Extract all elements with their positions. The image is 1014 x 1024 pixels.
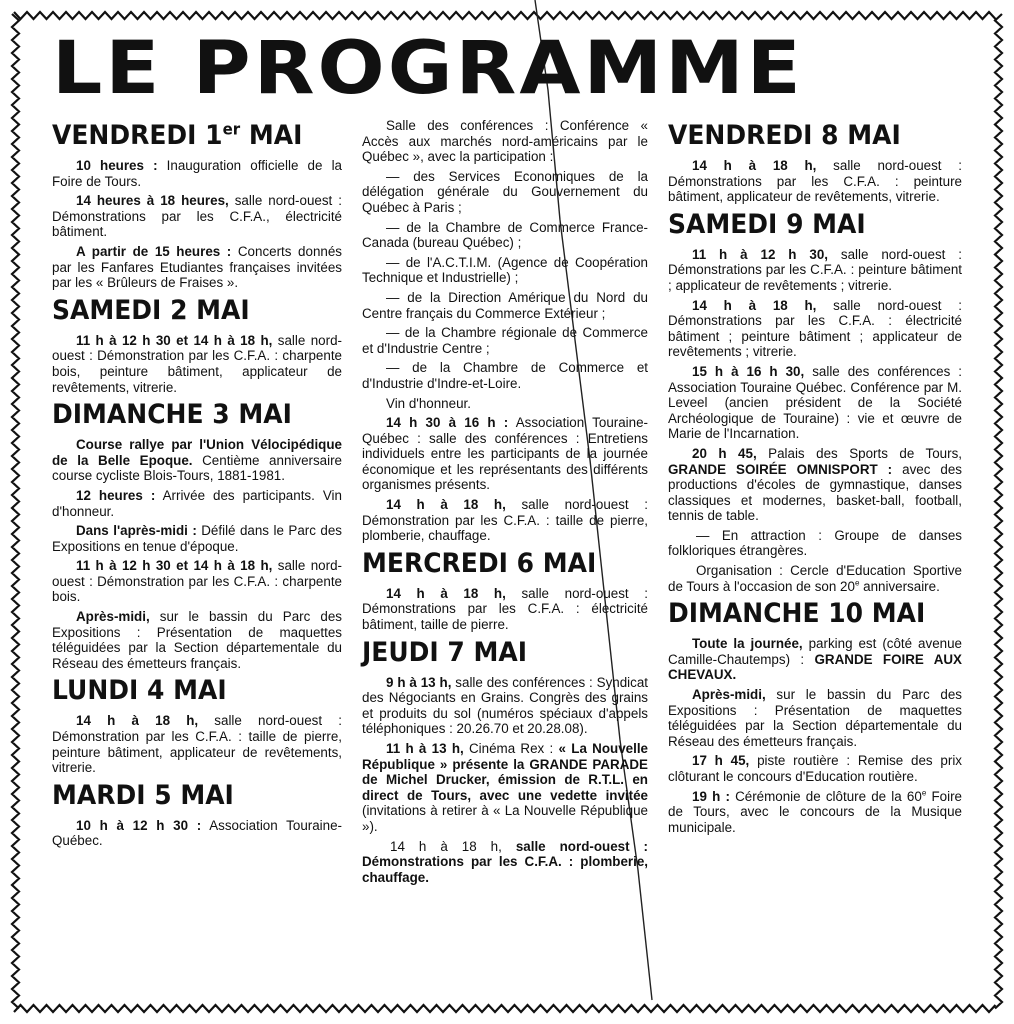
participant-item: — de la Chambre de Commerce et d'Industrie d'Indre-et-Loire. [362, 360, 648, 391]
program-entry [668, 789, 962, 836]
entry-text: Concerts donnés par les Fanfares Etudiantes françaises invitées par les « Brûleurs de Fraises ». [52, 243, 342, 291]
program-entry [52, 609, 342, 671]
program-entry [52, 713, 342, 775]
entry-text: Association Touraine-Québec : salle des conférences : Entretiens individuels entre les participants de la journée économique et les représentants des différents organismes présents. [362, 415, 648, 493]
program-entry [668, 687, 962, 749]
entry-time: 19 h : [692, 788, 730, 804]
entry-time: 14 heures à 18 heures, [76, 193, 229, 209]
program-entry [668, 563, 962, 594]
entry-time: Après-midi, [76, 609, 150, 625]
day-heading-dimanche-3: DIMANCHE 3 MAI [52, 399, 292, 430]
entry-text: salle nord-ouest : Démonstrations par les C.F.A., électricité bâtiment. [52, 193, 342, 240]
entry-text: Défilé dans le Parc des Expositions en tenue d'époque. [52, 523, 342, 554]
entry-time: Toute la journée, [692, 636, 803, 652]
entry-highlight: GRANDE FOIRE AUX CHEVAUX. [668, 651, 962, 683]
program-entry [52, 488, 342, 519]
entry-time: 11 h à 13 h, [386, 741, 464, 756]
entry-text: Cérémonie de clôture de la 60 [729, 788, 922, 804]
program-entry [668, 636, 962, 683]
entry-text: salle nord-ouest : Démonstration par les C.F.A. : charpente bois, peinture bâtiment, applicateur de revêtements, vitrerie. [52, 332, 342, 395]
program-entry [52, 244, 342, 291]
entry-time: Course rallye par l'Union Vélocipédique de la Belle Epoque. [52, 437, 342, 468]
program-entry [362, 675, 648, 737]
entry-text: salle nord-ouest : Démonstration par les C.F.A. : taille de pierre, plomberie, chauffage. [362, 497, 648, 544]
column-1 [52, 118, 342, 853]
program-entry: Vin d'honneur. [386, 395, 471, 411]
entry-time: 10 heures : [76, 158, 158, 173]
participant-item: — de la Chambre de Commerce France-Canada (bureau Québec) ; [362, 219, 648, 251]
entry-time: 11 h à 12 h 30 et 14 h à 18 h, [76, 332, 273, 348]
entry-highlight: GRANDE SOIRÉE OMNISPORT : [668, 461, 893, 477]
day-heading-text-end: MAI [240, 120, 303, 151]
program-entry [52, 333, 342, 395]
program-entry [52, 818, 342, 849]
ordinal-superscript: er [222, 119, 241, 139]
entry-time: 14 h à 18 h, [692, 158, 817, 173]
ordinal-superscript: e [854, 578, 860, 588]
entry-time: 14 h 30 à 16 h : [386, 415, 509, 431]
program-entry [668, 298, 962, 360]
day-heading-text: VENDREDI 1 [52, 120, 223, 151]
column-2 [362, 118, 648, 889]
day-heading-mercredi-6: MERCREDI 6 MAI [362, 547, 597, 579]
program-entry: — En attraction : Groupe de danses folkloriques étrangères. [668, 527, 962, 559]
program-entry [52, 558, 342, 605]
entry-time: 20 h 45, [692, 445, 757, 461]
entry-text: Centième anniversaire course cycliste Blois-Tours, 1881-1981. [52, 452, 342, 484]
entry-text: sur le bassin du Parc des Expositions : Présentation de maquettes téléguidées par la Section départementale du Réseau des émetteurs français. [668, 687, 962, 749]
day-heading-samedi-2: SAMEDI 2 MAI [52, 294, 250, 326]
ordinal-superscript: e [921, 788, 927, 798]
program-entry [668, 446, 962, 524]
participant-item: — de la Chambre régionale de Commerce et d'Industrie Centre ; [362, 325, 648, 356]
program-entry [362, 415, 648, 493]
participant-item: — de l'A.C.T.I.M. (Agence de Coopération Technique et Industrielle) ; [362, 254, 648, 286]
entry-time: 11 h à 12 h 30, [692, 246, 828, 262]
entry-time: 14 h à 18 h, [386, 585, 506, 601]
day-heading-dimanche-10: DIMANCHE 10 MAI [668, 598, 926, 629]
entry-text: anniversaire. [859, 578, 940, 594]
program-entry [52, 437, 342, 484]
participant-item: — des Services Economiques de la délégation générale du Gouvernement du Québec à Paris ; [362, 168, 648, 215]
day-heading-lundi-4: LUNDI 4 MAI [52, 675, 227, 706]
day-heading-vendredi-1 [52, 120, 342, 152]
entry-time: 14 h à 18 h, [76, 713, 199, 729]
entry-text: Arrivée des participants. Vin d'honneur. [52, 487, 342, 519]
program-entry [668, 158, 962, 205]
entry-text: salle des conférences : Association Touraine Québec. Conférence par M. Leveel (ancien président de la Société Archéologique de Touraine) : vie et œuvre de Marie de l'Incarnation. [668, 363, 962, 442]
entry-text: Organisation : Cercle d'Education Sportive de Tours à l'occasion de son 20 [668, 563, 962, 594]
program-entry [362, 741, 648, 835]
program-entry [668, 364, 962, 442]
day-heading-vendredi-8: VENDREDI 8 MAI [668, 120, 901, 151]
entry-text: Cinéma Rex : [463, 741, 559, 756]
program-entry: Salle des conférences : Conférence « Accès aux marchés nord-américains par le Québec », avec la participation : [362, 118, 648, 165]
entry-text: sur le bassin du Parc des Expositions : Présentation de maquettes téléguidées par la Section départementale du Réseau des émetteurs français. [52, 609, 342, 671]
entry-text: salle nord-ouest : Démonstrations par les C.F.A. : peinture bâtiment ; applicateur de revêtements ; vitrerie. [668, 246, 962, 293]
entry-text: salle nord-ouest : Démonstration par les C.F.A. : charpente bois. [52, 558, 342, 605]
entry-text: Association Touraine-Québec. [52, 817, 342, 849]
entry-time: 14 h à 18 h, [390, 838, 516, 854]
day-heading-jeudi-7: JEUDI 7 MAI [362, 636, 528, 668]
program-entry [52, 158, 342, 189]
entry-text: salle nord-ouest : Démonstrations par les C.F.A. : électricité bâtiment ; peinture bâtiment ; applicateur de revêtements ; vitrerie. [668, 297, 962, 360]
entry-text: Palais des Sports de Tours, [756, 445, 962, 461]
entry-text: avec des productions d'écoles de gymnastique, danses classiques et modernes, basket-ball, football, tennis de table. [668, 461, 962, 524]
program-entry [668, 753, 962, 784]
entry-highlight: « La Nouvelle République » présente la GRANDE PARADE de Michel Drucker, émission de R.T.L. en direct de Tours, avec une vedette invitée [362, 741, 648, 803]
entry-time: Après-midi, [692, 687, 766, 703]
program-entry [52, 523, 342, 554]
day-heading-samedi-9: SAMEDI 9 MAI [668, 208, 866, 240]
entry-text: salle des conférences : Syndicat des Négociants en Grains. Congrès des grains et produits du sol (numéros spéciaux d'appels téléphoniques : 20.26.70 et 20.28.08). [362, 674, 649, 737]
entry-time: 12 heures : [76, 487, 156, 503]
program-entry [362, 497, 648, 544]
entry-time: Dans l'après-midi : [76, 523, 197, 539]
entry-time: 10 h à 12 h 30 : [76, 817, 202, 833]
participant-item: — de la Direction Amérique du Nord du Centre français du Commerce Extérieur ; [362, 289, 648, 321]
entry-time: 14 h à 18 h, [692, 297, 817, 313]
column-3 [668, 118, 962, 839]
entry-highlight: salle nord-ouest : Démonstrations par les C.F.A. : plomberie, chauffage. [362, 838, 649, 885]
entry-text: salle nord-ouest : Démonstrations par les C.F.A. : électricité bâtiment, taille de pierre. [362, 585, 648, 633]
page-title: LE PROGRAMME [52, 26, 804, 111]
entry-time: 11 h à 12 h 30 et 14 h à 18 h, [76, 558, 273, 574]
entry-text: (invitations à retirer à « La Nouvelle République »). [362, 803, 648, 834]
entry-text: Inauguration officielle de la Foire de Tours. [52, 158, 342, 189]
entry-time: 15 h à 16 h 30, [692, 363, 805, 379]
entry-text: piste routière : Remise des prix clôturant le concours d'Education routière. [668, 753, 962, 784]
entry-text: parking est (côté avenue Camille-Chautemps) : [668, 636, 962, 667]
entry-time: A partir de 15 heures : [76, 243, 232, 259]
entry-text: Foire de Tours, avec le concours de la Musique municipale. [668, 788, 962, 835]
entry-time: 9 h à 13 h, [386, 674, 452, 690]
day-heading-mardi-5: MARDI 5 MAI [52, 779, 234, 811]
entry-time: 14 h à 18 h, [386, 497, 506, 513]
entry-text: salle nord-ouest : Démonstrations par les C.F.A. : peinture bâtiment, applicateur de revêtements, vitrerie. [668, 158, 962, 205]
program-entry [362, 839, 648, 886]
program-entry [362, 586, 648, 633]
program-entry [52, 193, 342, 240]
program-entry [668, 247, 962, 294]
entry-text: salle nord-ouest : Démonstration par les C.F.A. : taille de pierre, peinture bâtiment, applicateur de revêtements, vitrerie. [52, 713, 342, 776]
entry-time: 17 h 45, [692, 753, 750, 769]
